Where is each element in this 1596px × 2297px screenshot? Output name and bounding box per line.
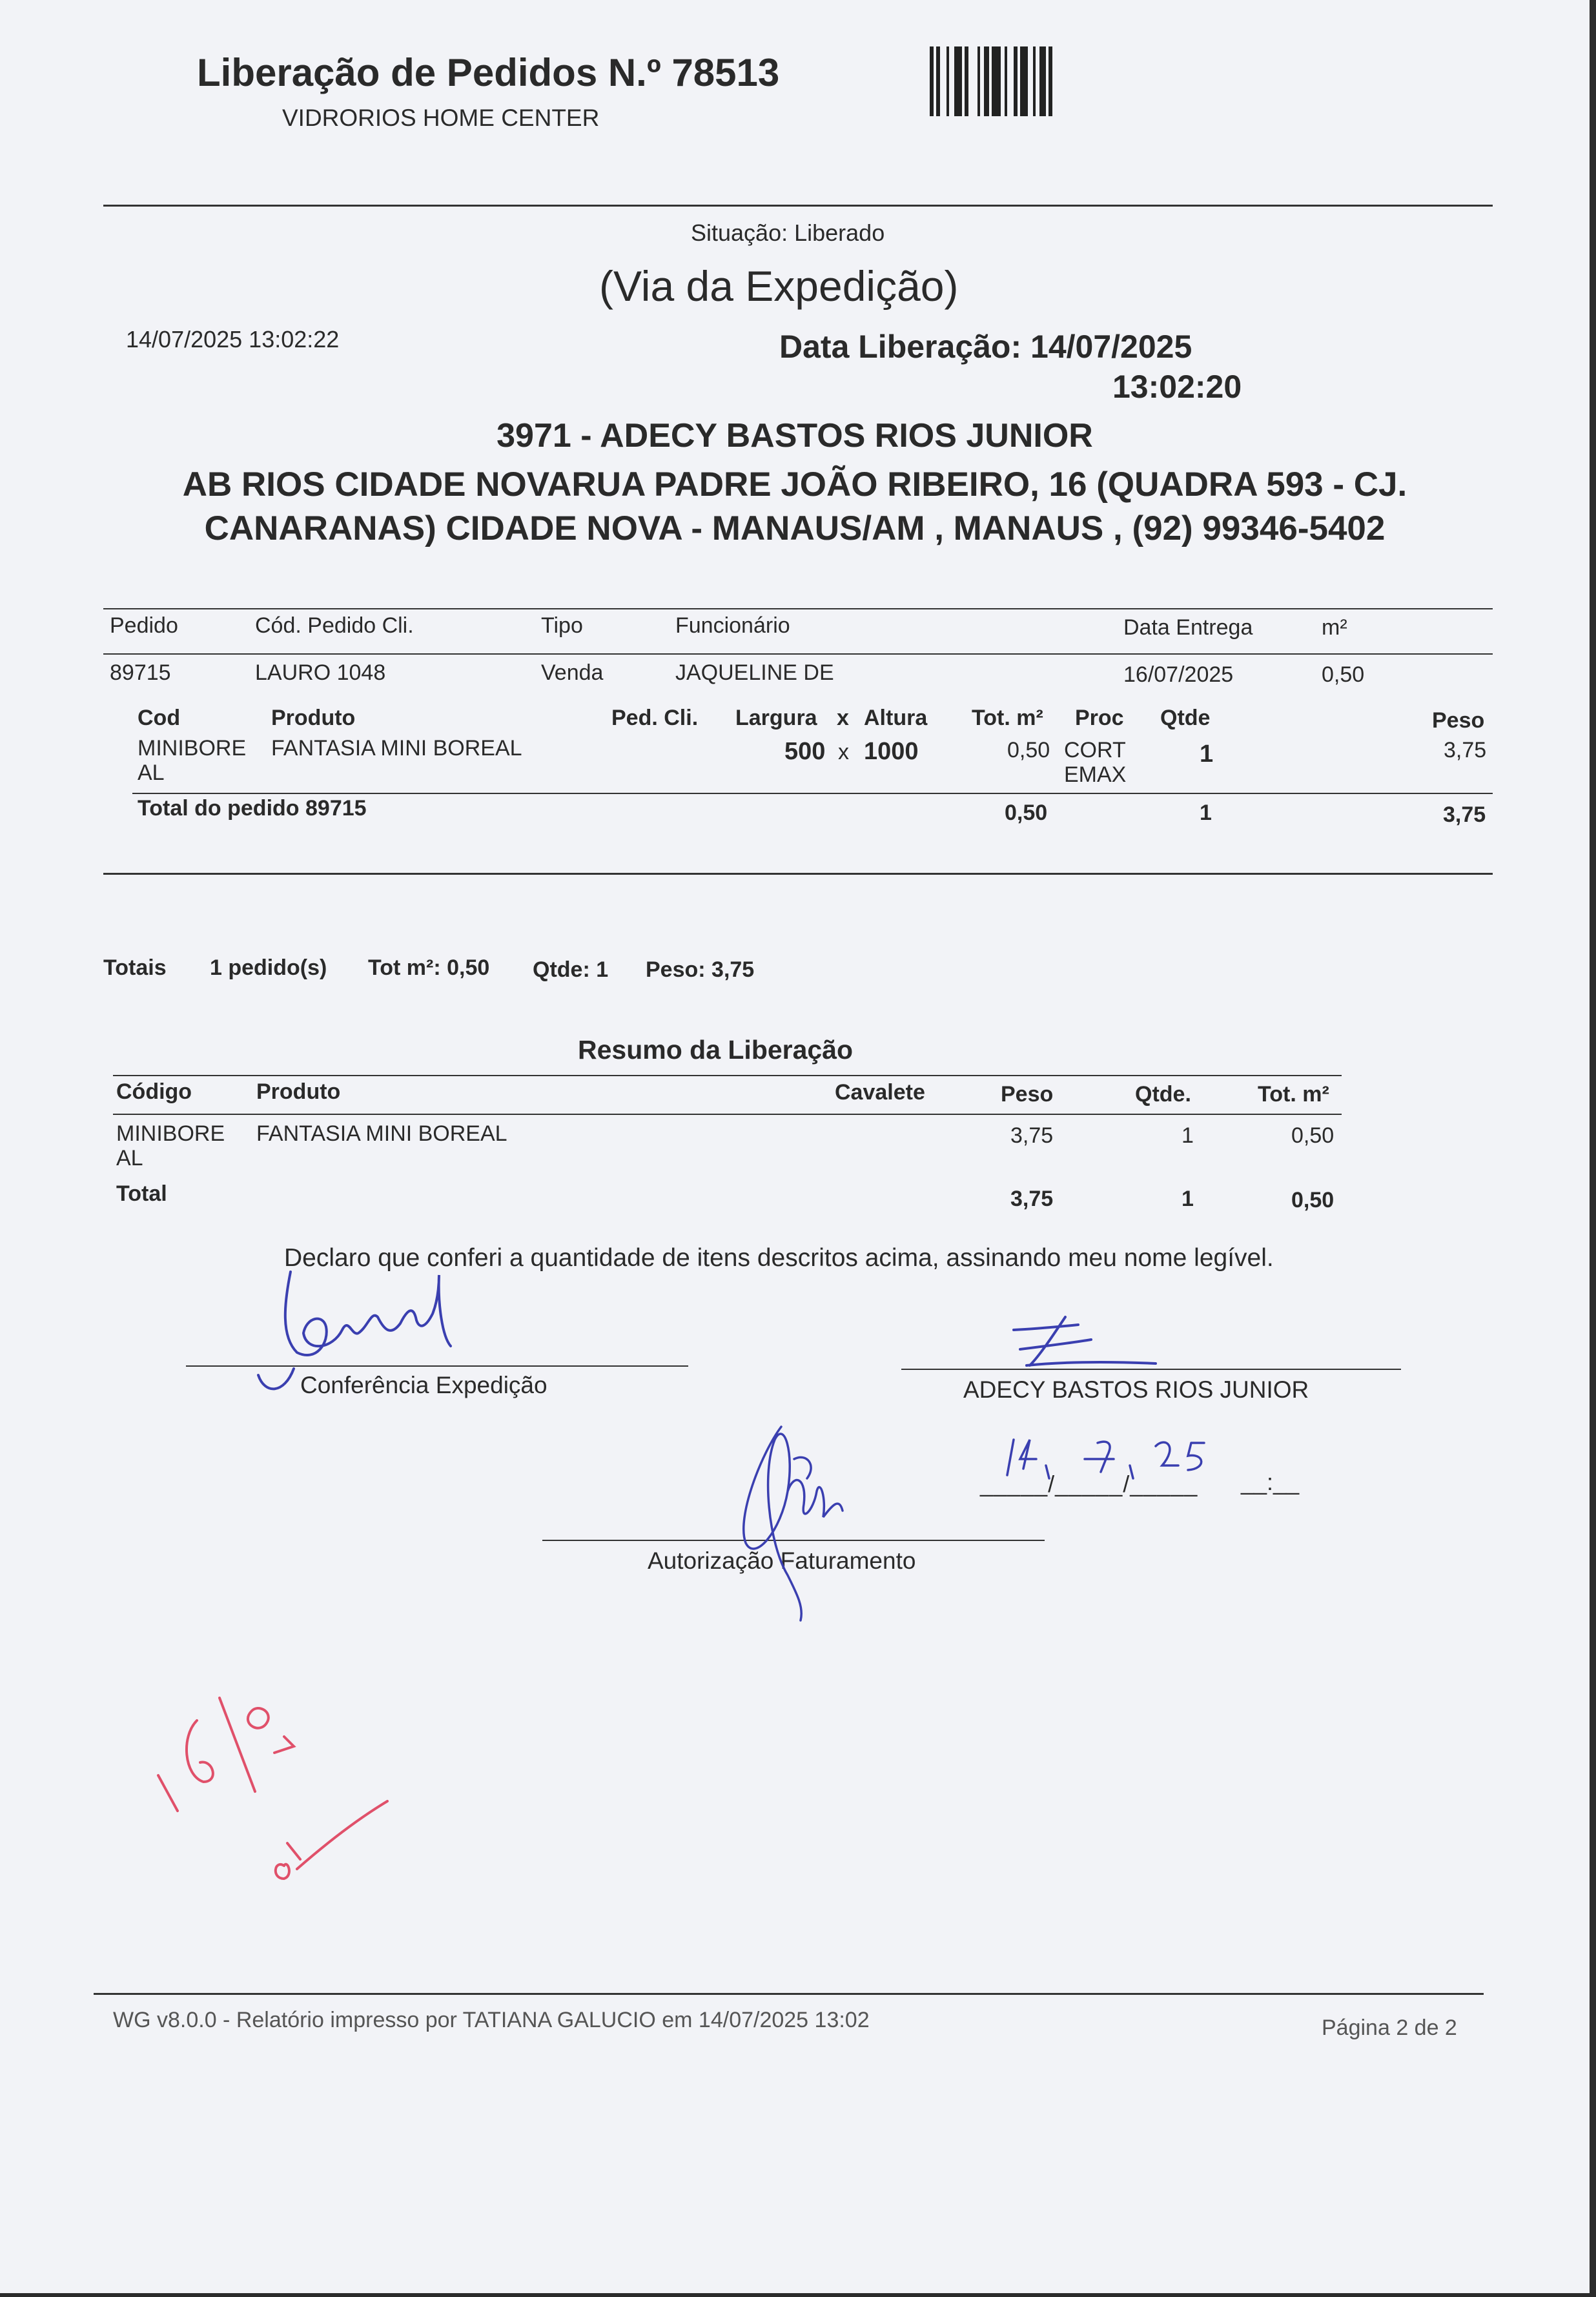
totals-peso: Peso: 3,75 bbox=[646, 957, 755, 982]
autorizacao-signature bbox=[697, 1414, 865, 1627]
status-situacao: Situação: Liberado bbox=[691, 219, 885, 246]
date-blank-line: _____/_____/_____ bbox=[980, 1471, 1198, 1497]
totals-label: Totais bbox=[103, 955, 167, 980]
resumo-codigo-line2: AL bbox=[116, 1146, 143, 1170]
barcode-bar bbox=[992, 46, 1001, 116]
client-address-line2: CANARANAS) CIDADE NOVA - MANAUS/AM , MANAUS , (92) 99346-5402 bbox=[204, 509, 1386, 547]
item-header-cod: Cod bbox=[138, 706, 181, 730]
col-header-pedido: Pedido bbox=[110, 613, 178, 638]
totals-qtde: Qtde: 1 bbox=[533, 957, 609, 982]
resumo-header-produto: Produto bbox=[256, 1079, 341, 1104]
order-tipo: Venda bbox=[541, 660, 604, 685]
barcode bbox=[930, 46, 1061, 116]
col-header-tipo: Tipo bbox=[541, 613, 583, 638]
resumo-total-label: Total bbox=[116, 1181, 167, 1206]
footer-printed-by: WG v8.0.0 - Relatório impresso por TATIANA GALUCIO em 14/07/2025 13:02 bbox=[113, 2008, 870, 2032]
client-signature-name: ADECY BASTOS RIOS JUNIOR bbox=[963, 1376, 1309, 1403]
item-header-qtde: Qtde bbox=[1160, 706, 1211, 730]
order-table-bottom-rule bbox=[103, 873, 1493, 875]
barcode-bar bbox=[1039, 46, 1046, 116]
col-header-data-entrega: Data Entrega bbox=[1123, 615, 1253, 640]
handwritten-red-note bbox=[148, 1698, 407, 1911]
item-altura: 1000 bbox=[864, 738, 919, 765]
item-header-proc: Proc bbox=[1075, 706, 1124, 730]
item-header-peso: Peso bbox=[1432, 708, 1485, 733]
order-table-header-rule bbox=[103, 653, 1493, 655]
item-peso: 3,75 bbox=[1444, 738, 1487, 762]
order-total-qtde: 1 bbox=[1200, 801, 1212, 825]
barcode-bar bbox=[1020, 46, 1028, 116]
item-header-tot-m2: Tot. m² bbox=[972, 706, 1043, 730]
resumo-produto: FANTASIA MINI BOREAL bbox=[256, 1121, 507, 1146]
company-name: VIDRORIOS HOME CENTER bbox=[282, 105, 600, 131]
order-pedido: 89715 bbox=[110, 660, 171, 685]
resumo-header-peso: Peso bbox=[1001, 1082, 1054, 1107]
resumo-header-qtde: Qtde. bbox=[1135, 1082, 1191, 1107]
item-largura: 500 bbox=[784, 738, 826, 765]
item-x: x bbox=[838, 740, 849, 764]
conferencia-signature bbox=[245, 1265, 517, 1420]
footer-page-number: Página 2 de 2 bbox=[1322, 2016, 1457, 2040]
barcode-bar bbox=[940, 46, 946, 116]
header-divider bbox=[103, 205, 1493, 207]
order-funcionario: JAQUELINE DE bbox=[675, 660, 834, 685]
time-blank: __:__ bbox=[1241, 1469, 1300, 1495]
order-cod-pedido-cli: LAURO 1048 bbox=[255, 660, 386, 685]
client-address-line1: AB RIOS CIDADE NOVARUA PADRE JOÃO RIBEIRO, 16 (QUADRA 593 - CJ. bbox=[182, 465, 1407, 504]
item-cod-line1: MINIBORE bbox=[138, 736, 247, 761]
print-datetime: 14/07/2025 13:02:22 bbox=[126, 326, 340, 352]
resumo-tot-m2: 0,50 bbox=[1291, 1123, 1335, 1148]
item-tot-m2: 0,50 bbox=[1007, 738, 1050, 762]
barcode-bar bbox=[1052, 46, 1061, 116]
items-total-rule bbox=[132, 793, 1493, 794]
resumo-top-rule bbox=[113, 1075, 1342, 1076]
client-signature bbox=[1001, 1304, 1169, 1382]
barcode-bar bbox=[984, 46, 989, 116]
resumo-header-codigo: Código bbox=[116, 1079, 192, 1104]
document-title: Liberação de Pedidos N.º 78513 bbox=[197, 51, 780, 94]
barcode-bar bbox=[1028, 46, 1033, 116]
resumo-total-peso: 3,75 bbox=[1010, 1187, 1054, 1211]
item-header-ped-cli: Ped. Cli. bbox=[611, 706, 699, 730]
barcode-bar bbox=[1007, 46, 1014, 116]
footer-rule bbox=[94, 1993, 1484, 1995]
item-header-x: x bbox=[837, 706, 849, 730]
via-title: (Via da Expedição) bbox=[599, 262, 959, 310]
declaration-text: Declaro que conferi a quantidade de itens descritos acima, assinando meu nome legível. bbox=[284, 1244, 1274, 1272]
item-header-altura: Altura bbox=[864, 706, 928, 730]
resumo-codigo-line1: MINIBORE bbox=[116, 1121, 225, 1146]
client-name: 3971 - ADECY BASTOS RIOS JUNIOR bbox=[496, 417, 1093, 454]
order-data-entrega: 16/07/2025 bbox=[1123, 662, 1234, 687]
col-header-m2: m² bbox=[1322, 615, 1347, 640]
item-proc-line2: EMAX bbox=[1064, 762, 1127, 787]
resumo-peso: 3,75 bbox=[1010, 1123, 1054, 1148]
item-proc-line1: CORT bbox=[1064, 738, 1126, 762]
data-liberacao: Data Liberação: 14/07/2025 bbox=[779, 329, 1192, 365]
barcode-bar bbox=[954, 46, 962, 116]
order-table-top-rule bbox=[103, 608, 1493, 609]
col-header-funcionario: Funcionário bbox=[675, 613, 790, 638]
item-produto: FANTASIA MINI BOREAL bbox=[271, 736, 522, 761]
handwritten-date bbox=[994, 1430, 1265, 1488]
resumo-header-tot-m2: Tot. m² bbox=[1258, 1082, 1329, 1107]
item-header-largura: Largura bbox=[735, 706, 817, 730]
order-total-m2: 0,50 bbox=[1005, 801, 1048, 825]
resumo-header-cavalete: Cavalete bbox=[835, 1080, 925, 1105]
resumo-total-qtde: 1 bbox=[1182, 1187, 1194, 1211]
data-liberacao-time: 13:02:20 bbox=[1112, 369, 1242, 405]
order-total-label: Total do pedido 89715 bbox=[138, 796, 367, 821]
order-m2: 0,50 bbox=[1322, 662, 1365, 687]
totals-pedidos: 1 pedido(s) bbox=[210, 955, 327, 980]
barcode-bar bbox=[968, 46, 977, 116]
resumo-qtde: 1 bbox=[1182, 1123, 1194, 1148]
col-header-cod-pedido-cli: Cód. Pedido Cli. bbox=[255, 613, 414, 638]
conferencia-label: Conferência Expedição bbox=[300, 1372, 547, 1398]
item-qtde: 1 bbox=[1200, 740, 1214, 768]
item-cod-line2: AL bbox=[138, 761, 165, 785]
totals-tot-m2: Tot m²: 0,50 bbox=[368, 955, 490, 980]
barcode-bar bbox=[949, 46, 954, 116]
resumo-title: Resumo da Liberação bbox=[578, 1035, 854, 1065]
order-total-peso: 3,75 bbox=[1443, 802, 1486, 827]
autorizacao-label: Autorização Faturamento bbox=[648, 1547, 916, 1574]
item-header-produto: Produto bbox=[271, 706, 356, 730]
resumo-header-rule bbox=[113, 1114, 1342, 1115]
resumo-total-tot-m2: 0,50 bbox=[1291, 1188, 1335, 1212]
